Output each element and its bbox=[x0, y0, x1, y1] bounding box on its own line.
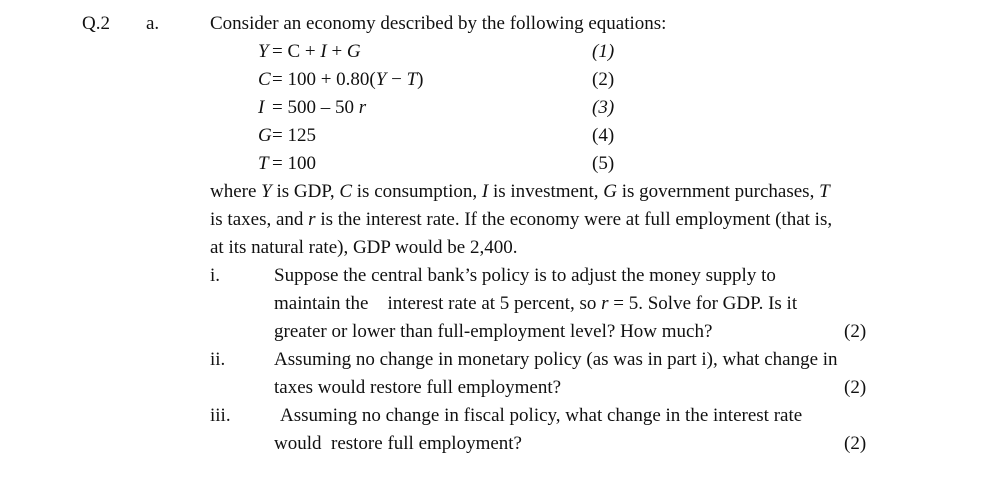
subpart-text-line: Assuming no change in fiscal policy, what change in the interest rate bbox=[280, 405, 803, 426]
subpart-label: i. bbox=[210, 265, 221, 286]
subpart-text-line: Suppose the central bank’s policy is to adjust the money supply to bbox=[274, 265, 776, 286]
subpart-text-line: Assuming no change in monetary policy (as was in part i), what change in bbox=[274, 349, 838, 370]
equation-rhs: = 125 bbox=[272, 125, 316, 146]
equation-tag: (1) bbox=[592, 41, 615, 62]
equation-tag: (3) bbox=[592, 97, 615, 118]
equation-tag: (5) bbox=[592, 153, 615, 174]
subpart-text-line: maintain the interest rate at 5 percent, so r = 5. Solve for GDP. Is it bbox=[274, 293, 798, 314]
subpart-marks: (2) bbox=[844, 377, 867, 398]
description-line: at its natural rate), GDP would be 2,400. bbox=[210, 237, 518, 258]
equation-rhs: = 100 bbox=[272, 153, 316, 174]
subpart-marks: (2) bbox=[844, 321, 867, 342]
question-part-label: a. bbox=[146, 13, 160, 34]
subpart-text-line: would restore full employment? bbox=[274, 433, 522, 454]
equation-lhs: Y bbox=[258, 41, 269, 62]
equation-tag: (4) bbox=[592, 125, 615, 146]
subpart-text-line: taxes would restore full employment? bbox=[274, 377, 562, 398]
equation-lhs: I bbox=[258, 97, 265, 118]
description-line: is taxes, and r is the interest rate. If the economy were at full employment (that is, bbox=[210, 209, 833, 230]
subpart-marks: (2) bbox=[844, 433, 867, 454]
equation-rhs: = 100 + 0.80(Y − T) bbox=[272, 69, 424, 90]
equation-lhs: T bbox=[258, 153, 269, 174]
subpart-text-line: greater or lower than full-employment level? How much? bbox=[274, 321, 713, 342]
question-number: Q.2 bbox=[82, 13, 110, 34]
description-line: where Y is GDP, C is consumption, I is investment, G is government purchases, T bbox=[210, 181, 830, 202]
subpart-label: ii. bbox=[210, 349, 226, 370]
question-intro: Consider an economy described by the following equations: bbox=[210, 13, 667, 34]
equation-lhs: G bbox=[258, 125, 272, 146]
equation-rhs: = 500 – 50 r bbox=[272, 97, 367, 118]
subpart-label: iii. bbox=[210, 405, 231, 426]
equation-rhs: = C + I + G bbox=[272, 41, 361, 62]
equation-lhs: C bbox=[258, 69, 271, 90]
equation-tag: (2) bbox=[592, 69, 615, 90]
